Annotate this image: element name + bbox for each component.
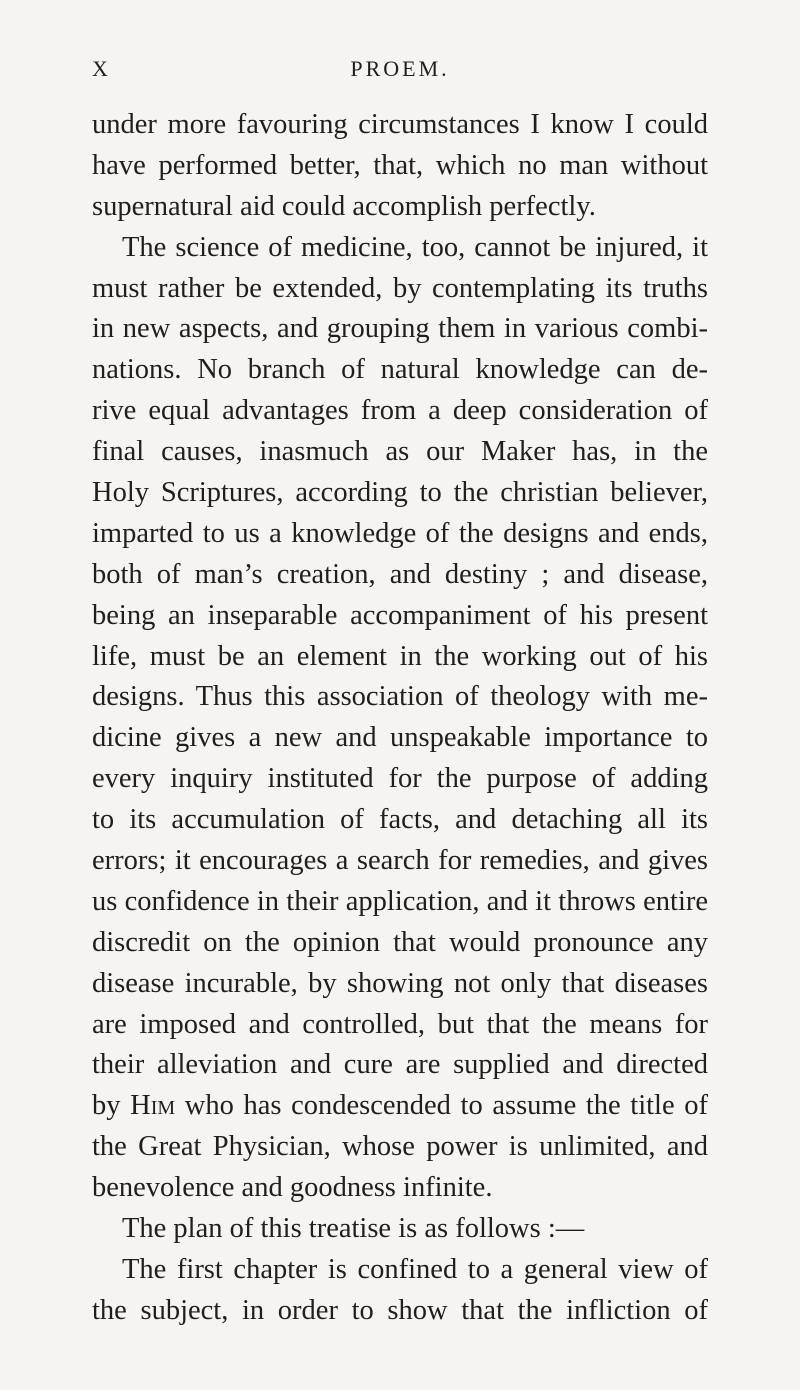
text-line: must rather be extended, by contemplating its truths bbox=[92, 272, 708, 304]
text-line: their alleviation and cure are supplied and directed bbox=[92, 1049, 708, 1081]
text-line: life, must be an element in the working out of his bbox=[92, 640, 708, 672]
text-line: being an inseparable accompaniment of his present bbox=[92, 599, 708, 631]
him-line-before: by bbox=[92, 1090, 131, 1122]
text-line: The science of medicine, too, cannot be injured, it bbox=[122, 231, 708, 263]
text-line: to its accumulation of facts, and detaching all its bbox=[92, 804, 708, 836]
body-text bbox=[92, 105, 708, 1332]
text-line: disease incurable, by showing not only that diseases bbox=[92, 967, 708, 999]
text-line: The plan of this treatise is as follows :— bbox=[122, 1213, 585, 1245]
text-line: final causes, inasmuch as our Maker has, in the bbox=[92, 436, 708, 468]
page-number: X bbox=[92, 56, 110, 81]
running-head bbox=[92, 56, 708, 86]
text-line: discredit on the opinion that would pronounce any bbox=[92, 926, 708, 958]
text-line: benevolence and goodness infinite. bbox=[92, 1172, 493, 1204]
text-line: both of man’s creation, and destiny ; and disease, bbox=[92, 558, 708, 590]
text-line: designs. Thus this association of theology with me- bbox=[92, 681, 708, 713]
text-line: supernatural aid could accomplish perfectly. bbox=[92, 190, 596, 222]
text-line: imparted to us a knowledge of the designs and ends, bbox=[92, 517, 708, 549]
text-line: the subject, in order to show that the infliction of bbox=[92, 1294, 708, 1326]
text-line: every inquiry instituted for the purpose of adding bbox=[92, 763, 708, 795]
text-line: under more favouring circumstances I know I could bbox=[92, 109, 708, 140]
text-line: dicine gives a new and unspeakable importance to bbox=[92, 722, 708, 754]
text-line: have performed better, that, which no man without bbox=[92, 149, 708, 181]
text-line: us confidence in their application, and it throws entire bbox=[92, 885, 708, 917]
text-line: nations. No branch of natural knowledge can de- bbox=[92, 354, 708, 386]
text-line: in new aspects, and grouping them in various combi- bbox=[92, 313, 708, 345]
text-line-him bbox=[92, 1086, 708, 1127]
text-line: rive equal advantages from a deep consideration of bbox=[92, 395, 708, 427]
text-line: The first chapter is confined to a general view of bbox=[122, 1253, 708, 1285]
text-line: errors; it encourages a search for remedies, and gives bbox=[92, 845, 708, 877]
text-line: Holy Scriptures, according to the christian believer, bbox=[92, 477, 708, 509]
him-line-after: who has condescended to assume the title of bbox=[175, 1090, 708, 1122]
text-line: the Great Physician, whose power is unlimited, and bbox=[92, 1131, 708, 1163]
text-line: are imposed and controlled, but that the means for bbox=[92, 1008, 708, 1040]
running-title: PROEM. bbox=[350, 56, 450, 81]
him-small-caps: Him bbox=[130, 1090, 176, 1122]
